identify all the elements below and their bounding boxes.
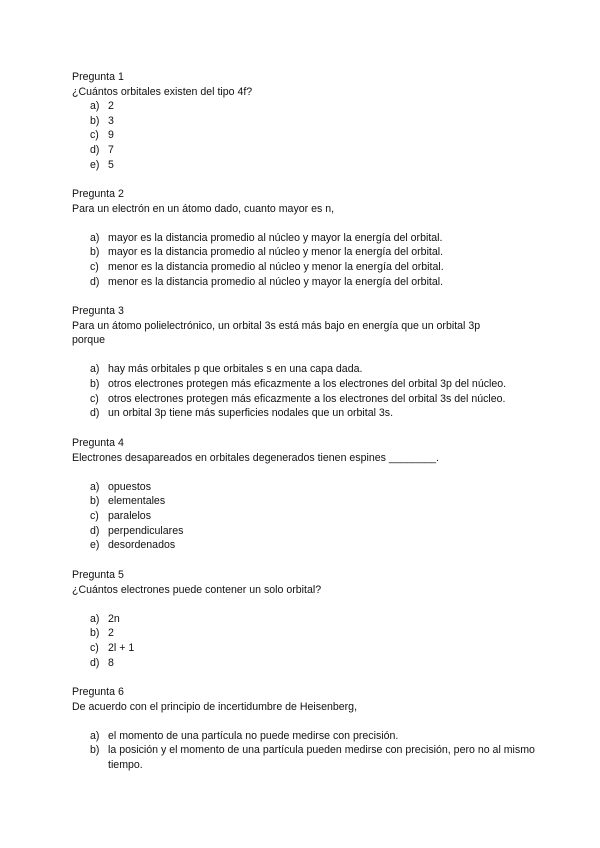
option-letter: d)	[90, 656, 100, 669]
option-text: mayor es la distancia promedio al núcleo y menor la energía del orbital.	[108, 246, 444, 259]
option-d	[72, 143, 542, 158]
option-letter: b)	[90, 495, 100, 508]
option-text: otros electrones protegen más eficazmente a los electrones del orbital 3p del núcleo.	[108, 377, 507, 390]
option-letter: a)	[90, 231, 100, 244]
option-letter: c)	[90, 641, 99, 654]
option-letter: b)	[90, 627, 100, 640]
option-letter: b)	[90, 744, 100, 757]
option-text: opuestos	[108, 480, 151, 493]
option-text: perpendiculares	[108, 524, 184, 537]
question-heading: Pregunta 4	[72, 437, 124, 449]
question-prompt: De acuerdo con el principio de incertidumbre de Heisenberg,	[72, 700, 358, 713]
option-text: la posición y el momento de una partícula pueden medirse con precisión, pero no al mismo tiempo.	[108, 744, 535, 771]
option-e	[72, 538, 542, 553]
option-text: el momento de una partícula no puede medirse con precisión.	[108, 729, 399, 742]
option-letter: a)	[90, 100, 100, 113]
question-1	[72, 70, 542, 172]
question-4	[72, 436, 542, 553]
option-letter: b)	[90, 377, 100, 390]
question-heading: Pregunta 1	[72, 71, 124, 83]
option-text: 3	[108, 114, 114, 127]
question-2	[72, 187, 542, 289]
option-c	[72, 260, 542, 275]
question-heading: Pregunta 5	[72, 569, 124, 581]
option-text: 9	[108, 129, 114, 142]
option-text: paralelos	[108, 509, 151, 522]
option-text: menor es la distancia promedio al núcleo y menor la energía del orbital.	[108, 260, 444, 273]
option-letter: b)	[90, 114, 100, 127]
option-c	[72, 509, 542, 524]
question-prompt: Electrones desapareados en orbitales degenerados tienen espines ________.	[72, 451, 439, 464]
question-prompt: Para un átomo polielectrónico, un orbital 3s está más bajo en energía que un orbital 3p porque	[72, 319, 481, 347]
option-letter: a)	[90, 480, 100, 493]
option-a	[72, 99, 542, 114]
option-d	[72, 656, 542, 671]
option-b	[72, 377, 542, 392]
option-e	[72, 158, 542, 173]
option-text: hay más orbitales p que orbitales s en una capa dada.	[108, 363, 363, 376]
question-prompt: Para un electrón en un átomo dado, cuanto mayor es n,	[72, 202, 335, 215]
option-b	[72, 114, 542, 129]
option-a	[72, 480, 542, 495]
option-a	[72, 612, 542, 627]
option-text: 2l + 1	[108, 641, 135, 654]
option-d	[72, 275, 542, 290]
question-3	[72, 304, 542, 421]
option-letter: d)	[90, 275, 100, 288]
option-letter: c)	[90, 260, 99, 273]
option-letter: d)	[90, 524, 100, 537]
option-c	[72, 128, 542, 143]
option-letter: e)	[90, 539, 100, 552]
option-b	[72, 743, 542, 772]
question-heading: Pregunta 6	[72, 686, 124, 698]
option-b	[72, 626, 542, 641]
option-a	[72, 729, 542, 744]
option-d	[72, 524, 542, 539]
option-a	[72, 231, 542, 246]
question-5	[72, 568, 542, 670]
option-letter: d)	[90, 407, 100, 420]
option-letter: c)	[90, 509, 99, 522]
option-letter: c)	[90, 129, 99, 142]
option-letter: a)	[90, 612, 100, 625]
option-letter: b)	[90, 246, 100, 259]
option-a	[72, 362, 542, 377]
question-6	[72, 685, 542, 773]
question-heading: Pregunta 3	[72, 305, 124, 317]
option-text: 2n	[108, 612, 120, 625]
option-c	[72, 392, 542, 407]
option-letter: c)	[90, 392, 99, 405]
option-text: 8	[108, 656, 114, 669]
option-letter: a)	[90, 729, 100, 742]
option-letter: e)	[90, 158, 100, 171]
option-text: un orbital 3p tiene más superficies nodales que un orbital 3s.	[108, 407, 394, 420]
question-prompt: ¿Cuántos electrones puede contener un solo orbital?	[72, 583, 322, 596]
option-d	[72, 406, 542, 421]
option-text: 5	[108, 158, 114, 171]
option-text: 2	[108, 100, 114, 113]
option-letter: d)	[90, 143, 100, 156]
option-c	[72, 641, 542, 656]
question-prompt: ¿Cuántos orbitales existen del tipo 4f?	[72, 85, 253, 98]
option-text: otros electrones protegen más eficazmente a los electrones del orbital 3s del núcleo.	[108, 392, 506, 405]
option-text: desordenados	[108, 539, 176, 552]
option-text: elementales	[108, 495, 166, 508]
option-text: mayor es la distancia promedio al núcleo y mayor la energía del orbital.	[108, 231, 443, 244]
option-b	[72, 245, 542, 260]
option-text: 7	[108, 143, 114, 156]
option-text: 2	[108, 627, 114, 640]
option-letter: a)	[90, 363, 100, 376]
option-b	[72, 494, 542, 509]
option-text: menor es la distancia promedio al núcleo y mayor la energía del orbital.	[108, 275, 444, 288]
question-heading: Pregunta 2	[72, 188, 124, 200]
